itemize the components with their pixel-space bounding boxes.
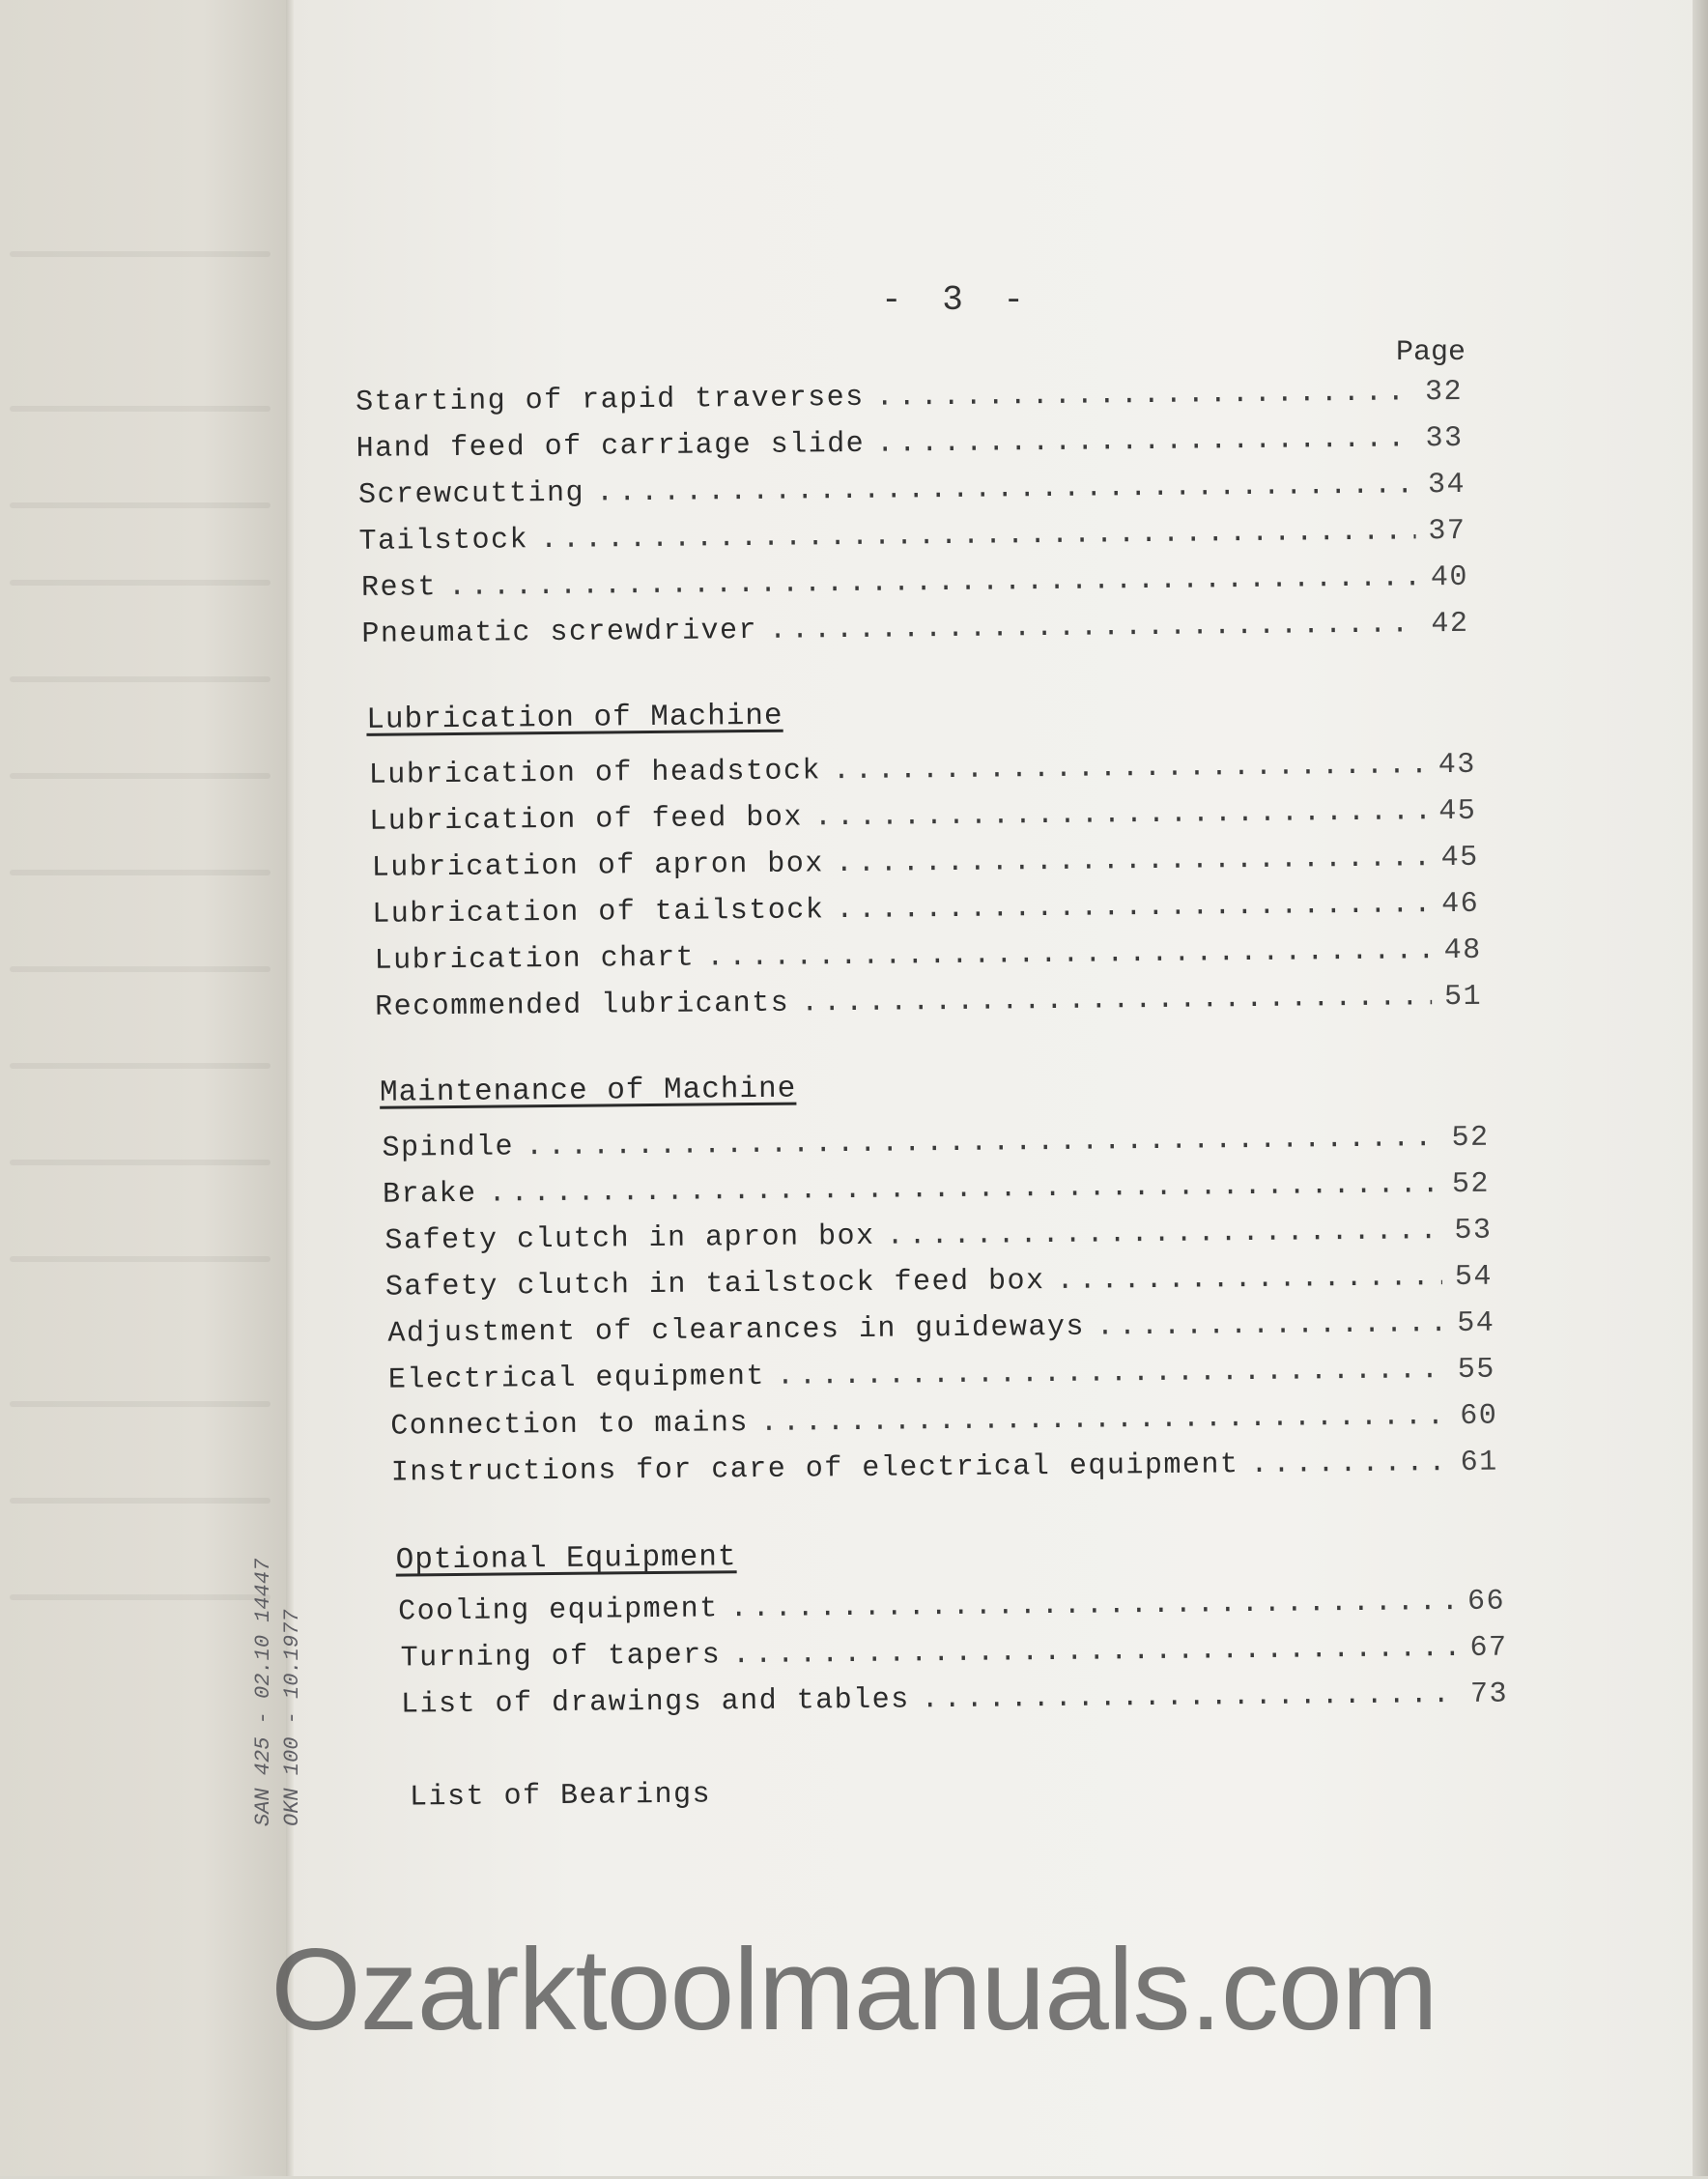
toc-entry-title: Lubrication of tailstock xyxy=(372,894,825,932)
toc-entry xyxy=(369,795,1476,845)
leader-dots xyxy=(777,1354,1445,1393)
toc-entry xyxy=(383,1168,1490,1218)
toc-entry-page: 54 xyxy=(1457,1306,1495,1341)
toc-entry-page: 55 xyxy=(1457,1353,1495,1388)
leader-dots xyxy=(836,888,1429,927)
leader-dots xyxy=(526,1122,1439,1163)
toc-entry-title: Hand feed of carriage slide xyxy=(356,427,866,466)
toc-entry xyxy=(391,1447,1498,1496)
toc-entry-title: Safety clutch in apron box xyxy=(384,1219,875,1258)
toc-entry-title: Brake xyxy=(382,1177,477,1212)
toc-entry-title: Lubrication of apron box xyxy=(371,847,825,885)
toc-entry-page: 34 xyxy=(1427,468,1466,502)
stamp-line: OKN 100 - 10.1977 xyxy=(280,1609,304,1826)
watermark: Ozarktoolmanuals.com xyxy=(270,1925,1438,2054)
toc-entry-title: Rest xyxy=(360,571,438,605)
archive-stamp xyxy=(249,1478,336,1826)
page-column-label: Page xyxy=(1396,336,1466,369)
toc-entry-title: Lubrication of feed box xyxy=(369,801,804,839)
toc-entry xyxy=(384,1215,1492,1264)
toc-entry-page: 61 xyxy=(1460,1446,1498,1479)
toc-entry-title: Spindle xyxy=(382,1131,515,1165)
leader-dots xyxy=(922,1678,1459,1716)
section-heading-optional-equipment: Optional Equipment xyxy=(395,1540,737,1578)
leader-dots xyxy=(1056,1261,1442,1298)
toc-entry-title: Turning of tapers xyxy=(400,1639,722,1676)
toc-entry xyxy=(385,1261,1493,1310)
toc-entry xyxy=(356,422,1463,472)
leader-dots xyxy=(769,608,1419,646)
leader-dots xyxy=(876,376,1413,414)
toc-entry-page: 52 xyxy=(1451,1121,1490,1156)
leader-dots xyxy=(814,795,1427,834)
toc-entry-page: 37 xyxy=(1428,514,1466,549)
toc-entry xyxy=(361,608,1468,657)
leader-dots xyxy=(1250,1447,1448,1481)
leader-dots xyxy=(540,515,1416,557)
leader-dots xyxy=(876,422,1413,460)
leader-dots xyxy=(886,1215,1441,1253)
toc-entry-page: 52 xyxy=(1451,1167,1491,1202)
toc-entry xyxy=(401,1678,1508,1728)
toc-entry-title: Starting of rapid traverses xyxy=(355,381,865,419)
toc-entry-page: 45 xyxy=(1438,794,1477,829)
leader-dots xyxy=(801,981,1432,1019)
toc-entry-page: 67 xyxy=(1469,1631,1508,1665)
toc-entry xyxy=(375,981,1482,1030)
toc-entry xyxy=(369,749,1476,798)
leader-dots xyxy=(706,934,1432,974)
toc-entry xyxy=(382,1122,1489,1171)
toc-entry-title: List of drawings and tables xyxy=(400,1683,910,1722)
section-heading-maintenance: Maintenance of Machine xyxy=(379,1072,797,1110)
toc-entry-title: Lubrication of headstock xyxy=(368,755,822,792)
toc-entry-page: 60 xyxy=(1460,1399,1498,1433)
toc-entry-page: 42 xyxy=(1431,607,1469,642)
toc-entry-title: Pneumatic screwdriver xyxy=(361,614,758,651)
toc-entry-page: 40 xyxy=(1430,560,1469,595)
toc-entry-title: Connection to mains xyxy=(390,1407,750,1444)
toc-entry xyxy=(372,842,1479,891)
toc-entry-page: 48 xyxy=(1443,933,1482,968)
toc-entry xyxy=(390,1400,1497,1449)
toc-entry-page: 33 xyxy=(1425,421,1464,456)
toc-entry xyxy=(358,515,1466,564)
toc-entry xyxy=(388,1354,1495,1403)
toc-entry-title: Lubrication chart xyxy=(374,941,696,978)
leader-dots xyxy=(833,749,1426,788)
toc-entry-title: Adjustment of clearances in guideways xyxy=(387,1310,1086,1351)
leader-dots xyxy=(1096,1307,1445,1343)
leader-dots xyxy=(732,1632,1458,1672)
toc-entry-title: Electrical equipment xyxy=(387,1360,766,1397)
leader-dots xyxy=(596,469,1415,509)
toc-entry xyxy=(375,934,1482,984)
toc-entry xyxy=(372,888,1479,937)
toc-entry xyxy=(356,376,1463,425)
leader-dots xyxy=(730,1586,1456,1625)
toc-entry xyxy=(358,469,1466,518)
stamp-line: SAN 425 - 02.10 14447 xyxy=(251,1558,275,1826)
toc-entry-page: 43 xyxy=(1438,748,1476,783)
toc-entry-title: Recommended lubricants xyxy=(375,987,790,1024)
toc-entry-page: 32 xyxy=(1424,375,1464,410)
toc-entry xyxy=(400,1632,1507,1681)
leader-dots xyxy=(488,1168,1439,1210)
toc-entry-page: 73 xyxy=(1469,1677,1509,1711)
toc-entry-title: Instructions for care of electrical equipment xyxy=(390,1448,1239,1490)
leader-dots xyxy=(760,1400,1448,1440)
toc-entry-title: Safety clutch in tailstock feed box xyxy=(384,1265,1045,1305)
toc-entry-title: Cooling equipment xyxy=(398,1592,719,1629)
toc-entry-page: 46 xyxy=(1441,887,1480,922)
toc-entry-page: 54 xyxy=(1454,1260,1494,1295)
leader-dots xyxy=(836,842,1429,880)
toc-entry xyxy=(387,1307,1494,1357)
leader-dots xyxy=(448,561,1418,604)
toc-entry-title: Tailstock xyxy=(358,524,529,559)
toc-entry xyxy=(398,1586,1505,1635)
toc-entry-page: 66 xyxy=(1466,1585,1506,1619)
section-heading-lubrication: Lubrication of Machine xyxy=(366,699,783,737)
page-number: - 3 - xyxy=(881,280,1035,320)
toc-entry-title: Screwcutting xyxy=(357,476,585,512)
final-list-item: List of Bearings xyxy=(409,1778,712,1815)
toc-entry-page: 45 xyxy=(1440,841,1479,875)
toc-entry xyxy=(361,561,1468,611)
toc-entry-page: 53 xyxy=(1454,1214,1493,1248)
toc-entry-page: 51 xyxy=(1443,980,1483,1015)
